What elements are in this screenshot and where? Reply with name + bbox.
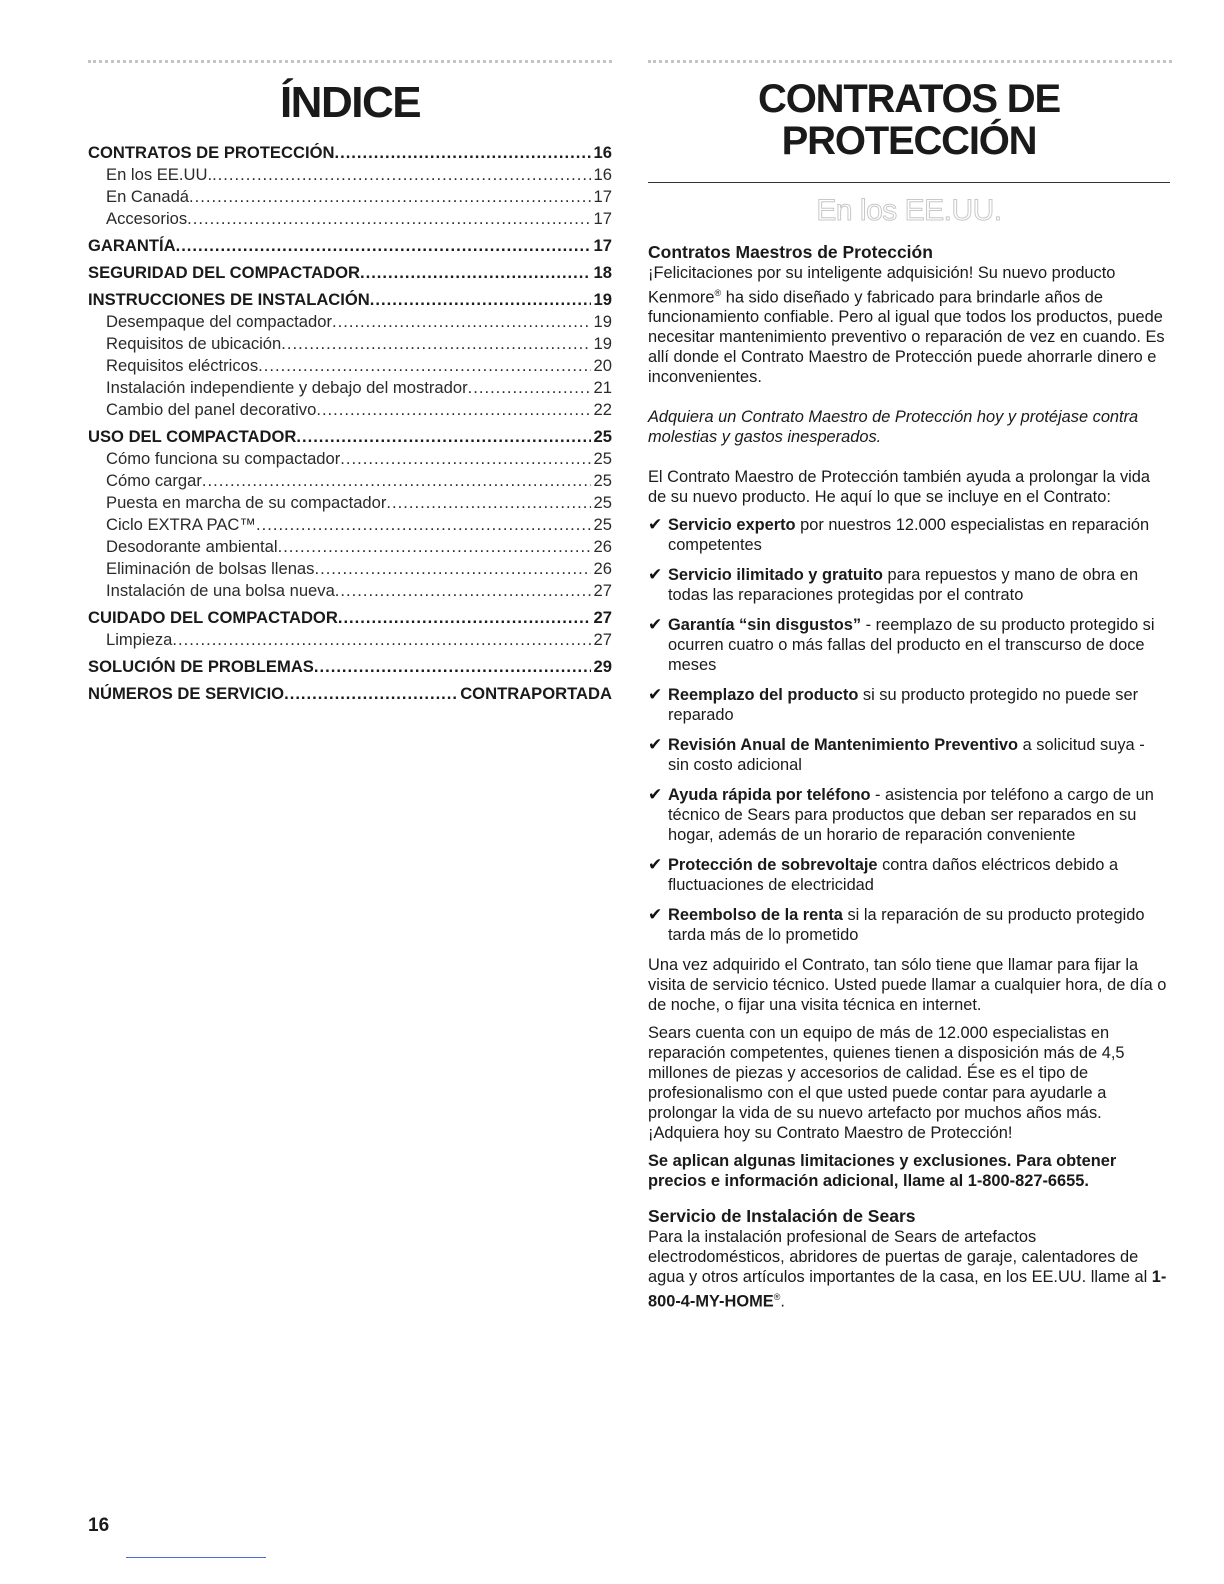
- toc-entry-label: Cómo cargar: [106, 471, 202, 490]
- toc-leader-dots: [370, 289, 591, 311]
- benefit-title: Reembolso de la renta: [668, 906, 843, 925]
- toc-leader-dots: [256, 514, 591, 536]
- toc-entry-page: 27: [593, 608, 612, 627]
- toc-section-entry: [88, 289, 612, 311]
- benefit-item: [648, 565, 1170, 605]
- master-contracts-heading: Contratos Maestros de Protección: [648, 242, 933, 262]
- toc-entry-page: 16: [593, 143, 612, 162]
- checkmark-icon: ✔: [648, 905, 663, 925]
- toc-entry-label: CONTRATOS DE PROTECCIÓN: [88, 143, 335, 162]
- toc-entry-label: Desempaque del compactador: [106, 312, 332, 331]
- toc-subsection-entry: [88, 164, 612, 186]
- toc-section-entry: [88, 262, 612, 284]
- benefit-item: [648, 515, 1170, 555]
- toc-entry-page: 19: [593, 290, 612, 309]
- benefit-title: Protección de sobrevoltaje: [668, 856, 878, 875]
- toc-entry-page: 17: [593, 209, 612, 228]
- benefit-item: [648, 785, 1170, 845]
- checkmark-icon: ✔: [648, 735, 663, 755]
- toc-leader-dots: [281, 333, 590, 355]
- toc-leader-dots: [189, 186, 590, 208]
- toc-entry-label: Cambio del panel decorativo: [106, 400, 317, 419]
- checkmark-icon: ✔: [648, 515, 663, 535]
- toc-entry-label: Ciclo EXTRA PAC™: [106, 515, 256, 534]
- toc-entry-label: Accesorios: [106, 209, 188, 228]
- toc-leader-dots: [172, 629, 590, 651]
- checkmark-icon: ✔: [648, 565, 663, 585]
- contracts-title-line2: PROTECCIÓN: [781, 119, 1037, 163]
- intro-paragraph: [648, 263, 1170, 387]
- toc-leader-dots: [386, 492, 590, 514]
- benefit-title: Revisión Anual de Mantenimiento Preventivo: [668, 736, 1019, 755]
- sears-team-paragraph: Sears cuenta con un equipo de más de 12.000 especialistas en reparación competentes, quienes tienen a disposición más de 4,5 millones de piezas y accesorios de calidad. Ése es el tipo de profesionalismo con el que usted puede contar para ayudarle a prolongar la vida de su nuevo artefacto por muchos años más. ¡Adquiera hoy su Contrato Maestro de Protección!: [648, 1024, 1125, 1143]
- toc-leader-dots: [176, 235, 591, 257]
- benefit-description: si su producto protegido no puede ser reparado: [668, 686, 1139, 725]
- benefit-description: - asistencia por teléfono a cargo de un técnico de Sears para productos que deban ser reparados en su hogar, además de un horario de reparación conveniente: [668, 786, 1154, 845]
- toc-entry-label: CUIDADO DEL COMPACTADOR: [88, 608, 338, 627]
- toc-subsection-entry: [88, 536, 612, 558]
- intro-text-after: ha sido diseñado y fabricado para brindarle años de funcionamiento confiable. Pero al igual que todos los productos, puede necesitar mantenimiento preventivo o reparación de vez en cuando. Es allí donde el Contrato Maestro de Protección puede ahorrarle dinero e inconvenientes.: [648, 288, 1165, 387]
- benefit-description: - reemplazo de su producto protegido si ocurren cuatro o más fallas del producto en el transcurso de doce meses: [668, 616, 1155, 675]
- toc-leader-dots: [212, 164, 590, 186]
- installation-registered-mark: ®: [773, 1292, 781, 1303]
- benefit-description: por nuestros 12.000 especialistas en reparación competentes: [668, 516, 1150, 555]
- toc-entry-page: 21: [593, 378, 612, 397]
- toc-subsection-entry: [88, 186, 612, 208]
- benefit-item: [648, 855, 1170, 895]
- toc-subsection-entry: [88, 333, 612, 355]
- toc-entry-label: Eliminación de bolsas llenas: [106, 559, 315, 578]
- toc-entry-page: 18: [593, 263, 612, 282]
- toc-entry-label: Puesta en marcha de su compactador: [106, 493, 387, 512]
- benefits-list: [648, 515, 1170, 945]
- toc-entry-page: 26: [593, 559, 612, 578]
- registered-mark: ®: [714, 288, 722, 298]
- toc-subsection-entry: [88, 558, 612, 580]
- toc-entry-page: 25: [593, 471, 612, 490]
- toc-entry-label: Instalación independiente y debajo del mostrador: [106, 378, 468, 397]
- toc-entry-page: 22: [593, 400, 612, 419]
- toc-entry-label: Limpieza: [106, 630, 173, 649]
- toc-subsection-entry: [88, 492, 612, 514]
- benefit-item: [648, 905, 1170, 945]
- benefit-description: para repuestos y mano de obra en todas las reparaciones protegidas por el contrato: [668, 566, 1139, 605]
- toc-subsection-entry: [88, 355, 612, 377]
- toc-section-entry: [88, 235, 612, 257]
- toc-subsection-entry: [88, 470, 612, 492]
- checkmark-icon: ✔: [648, 615, 663, 635]
- toc-entry-label: En Canadá: [106, 187, 190, 206]
- toc-entry-label: Instalación de una bolsa nueva: [106, 581, 335, 600]
- contracts-title-line1: CONTRATOS DE: [758, 77, 1060, 121]
- benefit-title: Servicio ilimitado y gratuito: [668, 566, 883, 585]
- checkmark-icon: ✔: [648, 685, 663, 705]
- title-underline: [648, 182, 1170, 183]
- toc-entry-label: GARANTÍA: [88, 236, 176, 255]
- toc-section-entry: [88, 683, 612, 705]
- toc-entry-page: 27: [593, 581, 612, 600]
- installation-service-heading: Servicio de Instalación de Sears: [648, 1206, 916, 1227]
- toc-subsection-entry: [88, 514, 612, 536]
- toc-subsection-entry: [88, 448, 612, 470]
- toc-leader-dots: [335, 580, 591, 602]
- toc-subsection-entry: [88, 399, 612, 421]
- toc-entry-page: 17: [593, 236, 612, 255]
- index-title: ÍNDICE: [279, 78, 421, 127]
- toc-entry-label: SOLUCIÓN DE PROBLEMAS: [88, 657, 314, 676]
- toc-entry-page: 19: [593, 334, 612, 353]
- benefit-description: si la reparación de su producto protegido tarda más de lo prometido: [668, 906, 1145, 945]
- toc-entry-page: 25: [593, 493, 612, 512]
- benefit-item: [648, 615, 1170, 675]
- toc-entry-label: SEGURIDAD DEL COMPACTADOR: [88, 263, 360, 282]
- toc-section-entry: [88, 656, 612, 678]
- checkmark-icon: ✔: [648, 855, 663, 875]
- toc-subsection-entry: [88, 311, 612, 333]
- contracts-column: [648, 78, 1170, 1312]
- toc-leader-dots: [202, 470, 591, 492]
- contracts-title: [648, 78, 1170, 162]
- toc-entry-page: 29: [593, 657, 612, 676]
- installation-paragraph: [648, 1227, 1170, 1311]
- toc-leader-dots: [187, 208, 590, 230]
- toc-subsection-entry: [88, 629, 612, 651]
- top-dotted-rule-left: [88, 60, 612, 63]
- toc-entry-page: 25: [593, 449, 612, 468]
- installation-text: Para la instalación profesional de Sears de artefactos electrodomésticos, abridores de puertas de garaje, calentadores de agua y otros artículos importantes de la casa, en los EE.UU. llame al: [648, 1228, 1152, 1287]
- toc-entry-label: USO DEL COMPACTADOR: [88, 427, 297, 446]
- benefit-item: [648, 735, 1170, 775]
- bottom-link-line: [126, 1557, 266, 1558]
- index-column: [88, 78, 612, 705]
- once-purchased-paragraph: Una vez adquirido el Contrato, tan sólo tiene que llamar para fijar la visita de servicio técnico. Usted puede llamar a cualquier hora, de día o de noche, o fijar una visita técnica en internet.: [648, 956, 1167, 1015]
- intro-text-before: ¡Felicitaciones por su inteligente adquisición! Su nuevo producto Kenmore: [648, 264, 1116, 307]
- toc-entry-page: 26: [593, 537, 612, 556]
- toc-section-entry: [88, 607, 612, 629]
- toc-leader-dots: [468, 377, 591, 399]
- toc-entry-label: Requisitos de ubicación: [106, 334, 282, 353]
- top-dotted-rule-right: [648, 60, 1172, 63]
- toc-leader-dots: [314, 656, 591, 678]
- toc-entry-page: 27: [593, 630, 612, 649]
- page-number: 16: [88, 1515, 110, 1536]
- installation-end: .: [780, 1292, 785, 1311]
- toc-subsection-entry: [88, 377, 612, 399]
- toc-entry-page: 19: [593, 312, 612, 331]
- toc-entry-label: INSTRUCCIONES DE INSTALACIÓN: [88, 290, 370, 309]
- toc-entry-label: Requisitos eléctricos: [106, 356, 259, 375]
- toc-leader-dots: [258, 355, 590, 377]
- checkmark-icon: ✔: [648, 785, 663, 805]
- benefit-title: Servicio experto: [668, 516, 796, 535]
- italic-callout: Adquiera un Contrato Maestro de Protección hoy y protéjase contra molestias y gastos inesperados.: [648, 408, 1139, 447]
- toc-leader-dots: [334, 142, 590, 164]
- toc-leader-dots: [316, 399, 590, 421]
- toc-section-entry: [88, 426, 612, 448]
- toc-leader-dots: [284, 683, 457, 705]
- toc-entry-page: 20: [593, 356, 612, 375]
- toc-entry-page: 17: [593, 187, 612, 206]
- toc-leader-dots: [314, 558, 590, 580]
- usa-section-header: En los EE.UU.: [816, 194, 1002, 227]
- table-of-contents: [88, 142, 612, 705]
- toc-entry-page: CONTRAPORTADA: [460, 684, 612, 703]
- toc-leader-dots: [360, 262, 591, 284]
- limitations-paragraph: Se aplican algunas limitaciones y exclusiones. Para obtener precios e información adicional, llame al 1-800-827-6655.: [648, 1152, 1117, 1191]
- benefit-title: Ayuda rápida por teléfono: [668, 786, 871, 805]
- installation-phone: 1-800-4-MY-HOME: [648, 1268, 1167, 1311]
- toc-leader-dots: [296, 426, 590, 448]
- toc-entry-page: 16: [593, 165, 612, 184]
- toc-entry-page: 25: [593, 515, 612, 534]
- benefit-title: Garantía “sin disgustos”: [668, 616, 862, 635]
- toc-subsection-entry: [88, 208, 612, 230]
- toc-entry-label: En los EE.UU.: [106, 165, 213, 184]
- toc-entry-page: 25: [593, 427, 612, 446]
- toc-leader-dots: [340, 448, 590, 470]
- toc-entry-label: NÚMEROS DE SERVICIO: [88, 684, 285, 703]
- toc-entry-label: Cómo funciona su compactador: [106, 449, 341, 468]
- benefit-description: contra daños eléctricos debido a fluctuaciones de electricidad: [668, 856, 1119, 895]
- toc-subsection-entry: [88, 580, 612, 602]
- benefit-title: Reemplazo del producto: [668, 686, 859, 705]
- toc-leader-dots: [278, 536, 591, 558]
- toc-entry-label: Desodorante ambiental: [106, 537, 278, 556]
- toc-leader-dots: [338, 607, 591, 629]
- benefit-item: [648, 685, 1170, 725]
- toc-leader-dots: [332, 311, 591, 333]
- toc-section-entry: [88, 142, 612, 164]
- benefit-description: a solicitud suya - sin costo adicional: [668, 736, 1145, 775]
- includes-paragraph: El Contrato Maestro de Protección también ayuda a prolongar la vida de su nuevo producto. He aquí lo que se incluye en el Contrato:: [648, 468, 1151, 507]
